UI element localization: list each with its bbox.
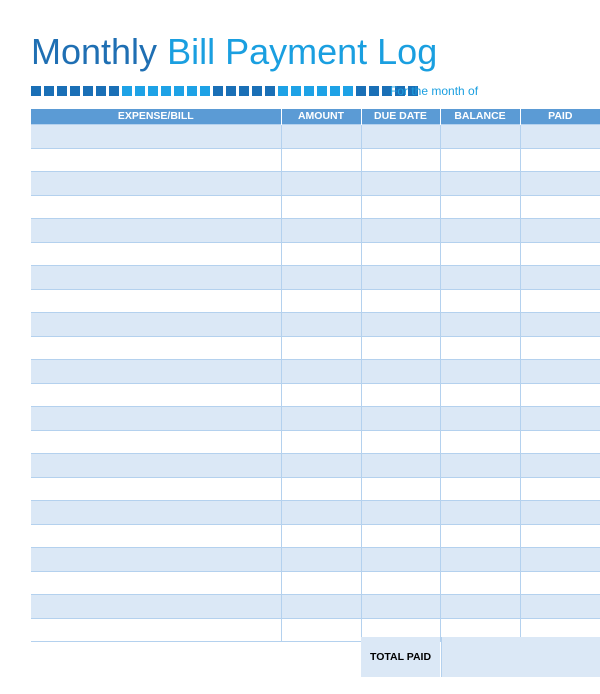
due-date-cell[interactable] bbox=[361, 477, 440, 501]
column-header-due-date: DUE DATE bbox=[361, 109, 440, 125]
due-date-cell[interactable] bbox=[361, 430, 440, 454]
due-date-cell[interactable] bbox=[361, 336, 440, 360]
amount-cell[interactable] bbox=[281, 242, 361, 266]
page-title bbox=[31, 30, 437, 74]
decorative-square bbox=[174, 86, 184, 96]
expense-bill-cell[interactable] bbox=[31, 195, 281, 219]
expense-bill-cell[interactable] bbox=[31, 501, 281, 525]
due-date-cell[interactable] bbox=[361, 548, 440, 572]
expense-bill-cell[interactable] bbox=[31, 454, 281, 478]
expense-bill-cell[interactable] bbox=[31, 242, 281, 266]
bill-log-table bbox=[31, 109, 600, 642]
paid-cell[interactable] bbox=[520, 524, 600, 548]
column-header-paid: PAID bbox=[520, 109, 600, 125]
due-date-cell[interactable] bbox=[361, 266, 440, 290]
due-date-cell[interactable] bbox=[361, 313, 440, 337]
expense-bill-cell[interactable] bbox=[31, 148, 281, 172]
decorative-square bbox=[70, 86, 80, 96]
title-words-bill-payment-log: Bill Payment Log bbox=[167, 31, 438, 72]
decorative-square bbox=[369, 86, 379, 96]
table-row bbox=[31, 195, 600, 219]
table-row bbox=[31, 289, 600, 313]
expense-bill-cell[interactable] bbox=[31, 266, 281, 290]
decorative-square bbox=[83, 86, 93, 96]
table-row bbox=[31, 548, 600, 572]
expense-bill-cell[interactable] bbox=[31, 125, 281, 149]
decorative-square bbox=[31, 86, 41, 96]
amount-cell[interactable] bbox=[281, 407, 361, 431]
paid-cell[interactable] bbox=[520, 383, 600, 407]
table-row bbox=[31, 219, 600, 243]
paid-cell[interactable] bbox=[520, 195, 600, 219]
table-row bbox=[31, 524, 600, 548]
paid-cell[interactable] bbox=[520, 219, 600, 243]
table-body bbox=[31, 125, 600, 642]
paid-cell[interactable] bbox=[520, 501, 600, 525]
due-date-cell[interactable] bbox=[361, 524, 440, 548]
expense-bill-cell[interactable] bbox=[31, 383, 281, 407]
due-date-cell[interactable] bbox=[361, 571, 440, 595]
amount-cell[interactable] bbox=[281, 571, 361, 595]
expense-bill-cell[interactable] bbox=[31, 407, 281, 431]
due-date-cell[interactable] bbox=[361, 501, 440, 525]
expense-bill-cell[interactable] bbox=[31, 618, 281, 642]
decorative-square bbox=[96, 86, 106, 96]
amount-cell[interactable] bbox=[281, 477, 361, 501]
paid-cell[interactable] bbox=[520, 571, 600, 595]
expense-bill-cell[interactable] bbox=[31, 524, 281, 548]
amount-cell[interactable] bbox=[281, 618, 361, 642]
balance-cell[interactable] bbox=[440, 148, 520, 172]
due-date-cell[interactable] bbox=[361, 595, 440, 619]
balance-cell[interactable] bbox=[440, 524, 520, 548]
decorative-square bbox=[356, 86, 366, 96]
amount-cell[interactable] bbox=[281, 360, 361, 384]
table-row bbox=[31, 383, 600, 407]
amount-cell[interactable] bbox=[281, 266, 361, 290]
decorative-square-strip bbox=[31, 86, 418, 96]
due-date-cell[interactable] bbox=[361, 289, 440, 313]
balance-cell[interactable] bbox=[440, 454, 520, 478]
balance-cell[interactable] bbox=[440, 266, 520, 290]
amount-cell[interactable] bbox=[281, 219, 361, 243]
expense-bill-cell[interactable] bbox=[31, 595, 281, 619]
amount-cell[interactable] bbox=[281, 548, 361, 572]
due-date-cell[interactable] bbox=[361, 360, 440, 384]
paid-cell[interactable] bbox=[520, 360, 600, 384]
expense-bill-cell[interactable] bbox=[31, 571, 281, 595]
balance-cell[interactable] bbox=[440, 289, 520, 313]
balance-cell[interactable] bbox=[440, 571, 520, 595]
amount-cell[interactable] bbox=[281, 195, 361, 219]
balance-cell[interactable] bbox=[440, 407, 520, 431]
paid-cell[interactable] bbox=[520, 172, 600, 196]
decorative-square bbox=[161, 86, 171, 96]
column-header-amount: AMOUNT bbox=[281, 109, 361, 125]
paid-cell[interactable] bbox=[520, 454, 600, 478]
paid-cell[interactable] bbox=[520, 336, 600, 360]
decorative-square bbox=[226, 86, 236, 96]
table-header-row bbox=[31, 109, 600, 125]
amount-cell[interactable] bbox=[281, 501, 361, 525]
balance-cell[interactable] bbox=[440, 360, 520, 384]
balance-cell[interactable] bbox=[440, 430, 520, 454]
due-date-cell[interactable] bbox=[361, 242, 440, 266]
table-row bbox=[31, 336, 600, 360]
decorative-square bbox=[135, 86, 145, 96]
table-row bbox=[31, 571, 600, 595]
amount-cell[interactable] bbox=[281, 430, 361, 454]
title-word-monthly: Monthly bbox=[31, 31, 158, 72]
expense-bill-cell[interactable] bbox=[31, 430, 281, 454]
paid-cell[interactable] bbox=[520, 407, 600, 431]
decorative-square bbox=[330, 86, 340, 96]
month-label: For the month of bbox=[390, 84, 479, 98]
balance-cell[interactable] bbox=[440, 383, 520, 407]
decorative-square bbox=[291, 86, 301, 96]
amount-cell[interactable] bbox=[281, 125, 361, 149]
table-row bbox=[31, 430, 600, 454]
table-row bbox=[31, 242, 600, 266]
due-date-cell[interactable] bbox=[361, 407, 440, 431]
table-row bbox=[31, 125, 600, 149]
paid-cell[interactable] bbox=[520, 125, 600, 149]
decorative-square bbox=[57, 86, 67, 96]
paid-cell[interactable] bbox=[520, 477, 600, 501]
amount-cell[interactable] bbox=[281, 454, 361, 478]
table-row bbox=[31, 477, 600, 501]
amount-cell[interactable] bbox=[281, 289, 361, 313]
due-date-cell[interactable] bbox=[361, 195, 440, 219]
due-date-cell[interactable] bbox=[361, 125, 440, 149]
decorative-square bbox=[213, 86, 223, 96]
amount-cell[interactable] bbox=[281, 336, 361, 360]
balance-cell[interactable] bbox=[440, 336, 520, 360]
decorative-square bbox=[122, 86, 132, 96]
table-row bbox=[31, 501, 600, 525]
balance-cell[interactable] bbox=[440, 501, 520, 525]
decorative-square bbox=[317, 86, 327, 96]
decorative-square bbox=[148, 86, 158, 96]
amount-cell[interactable] bbox=[281, 383, 361, 407]
due-date-cell[interactable] bbox=[361, 219, 440, 243]
table-row bbox=[31, 266, 600, 290]
expense-bill-cell[interactable] bbox=[31, 313, 281, 337]
due-date-cell[interactable] bbox=[361, 148, 440, 172]
balance-cell[interactable] bbox=[440, 125, 520, 149]
balance-cell[interactable] bbox=[440, 195, 520, 219]
amount-cell[interactable] bbox=[281, 595, 361, 619]
paid-cell[interactable] bbox=[520, 548, 600, 572]
balance-cell[interactable] bbox=[440, 313, 520, 337]
amount-cell[interactable] bbox=[281, 313, 361, 337]
table-row bbox=[31, 454, 600, 478]
decorative-square bbox=[265, 86, 275, 96]
table-row bbox=[31, 148, 600, 172]
table-row bbox=[31, 172, 600, 196]
table-row bbox=[31, 407, 600, 431]
balance-cell[interactable] bbox=[440, 548, 520, 572]
balance-cell[interactable] bbox=[440, 242, 520, 266]
total-paid-value-cell[interactable] bbox=[441, 637, 600, 677]
decorative-square bbox=[252, 86, 262, 96]
decorative-square bbox=[109, 86, 119, 96]
expense-bill-cell[interactable] bbox=[31, 172, 281, 196]
paid-cell[interactable] bbox=[520, 242, 600, 266]
due-date-cell[interactable] bbox=[361, 172, 440, 196]
decorative-square bbox=[200, 86, 210, 96]
table-row bbox=[31, 313, 600, 337]
amount-cell[interactable] bbox=[281, 172, 361, 196]
paid-cell[interactable] bbox=[520, 289, 600, 313]
balance-cell[interactable] bbox=[440, 219, 520, 243]
expense-bill-cell[interactable] bbox=[31, 548, 281, 572]
expense-bill-cell[interactable] bbox=[31, 219, 281, 243]
balance-cell[interactable] bbox=[440, 477, 520, 501]
table-row bbox=[31, 360, 600, 384]
balance-cell[interactable] bbox=[440, 172, 520, 196]
decorative-square bbox=[187, 86, 197, 96]
paid-cell[interactable] bbox=[520, 313, 600, 337]
decorative-square bbox=[304, 86, 314, 96]
column-header-expense-bill: EXPENSE/BILL bbox=[31, 109, 281, 125]
paid-cell[interactable] bbox=[520, 266, 600, 290]
decorative-square bbox=[44, 86, 54, 96]
balance-cell[interactable] bbox=[440, 595, 520, 619]
expense-bill-cell[interactable] bbox=[31, 289, 281, 313]
total-paid-label: TOTAL PAID bbox=[361, 637, 440, 677]
decorative-square bbox=[239, 86, 249, 96]
due-date-cell[interactable] bbox=[361, 383, 440, 407]
amount-cell[interactable] bbox=[281, 524, 361, 548]
decorative-square bbox=[343, 86, 353, 96]
expense-bill-cell[interactable] bbox=[31, 477, 281, 501]
paid-cell[interactable] bbox=[520, 595, 600, 619]
paid-cell[interactable] bbox=[520, 148, 600, 172]
due-date-cell[interactable] bbox=[361, 454, 440, 478]
table-row bbox=[31, 595, 600, 619]
decorative-square bbox=[278, 86, 288, 96]
expense-bill-cell[interactable] bbox=[31, 336, 281, 360]
column-header-balance: BALANCE bbox=[440, 109, 520, 125]
amount-cell[interactable] bbox=[281, 148, 361, 172]
expense-bill-cell[interactable] bbox=[31, 360, 281, 384]
paid-cell[interactable] bbox=[520, 430, 600, 454]
